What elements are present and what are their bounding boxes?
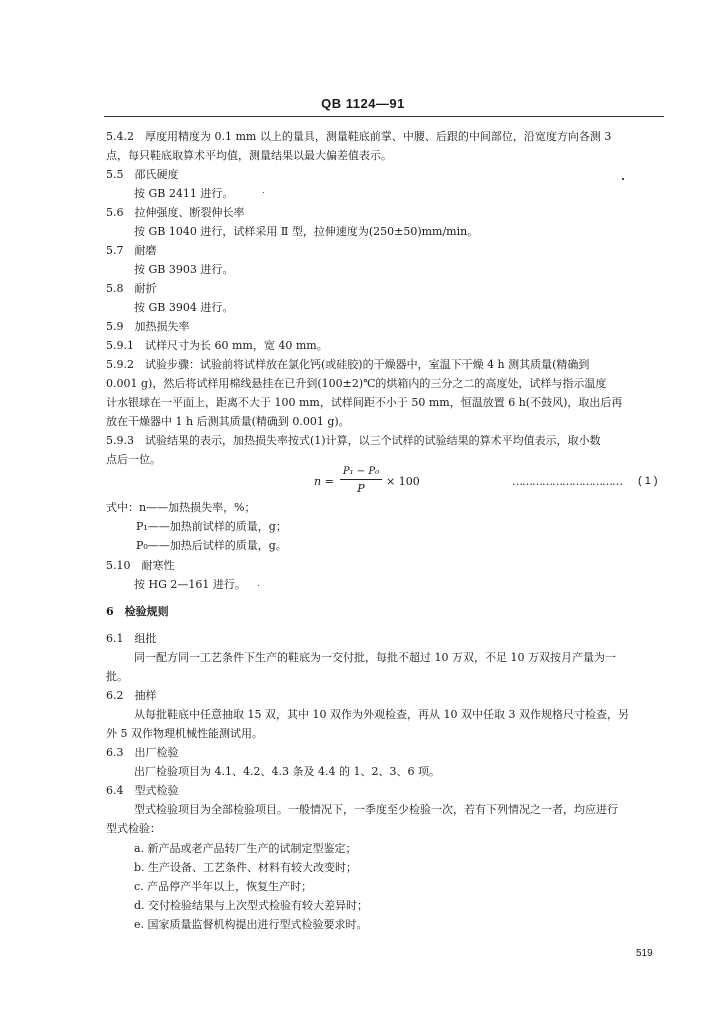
heading-5-10: 5.10 耐寒性 bbox=[106, 559, 175, 572]
formula-denominator: P bbox=[357, 482, 365, 495]
scan-speck bbox=[258, 585, 259, 586]
clause-6-3-body: 出厂检验项目为 4.1、4.2、4.3 条及 4.4 的 1、2、3、6 项。 bbox=[134, 765, 440, 778]
clause-6-4-line1: 型式检验项目为全部检验项目。一般情况下，一季度至少检验一次，若有下列情况之一者，均应进行 bbox=[134, 803, 618, 816]
clause-5-10-body: 按 HG 2—161 进行。 bbox=[134, 578, 246, 591]
clause-5-9-2-line2: 0.001 g)，然后将试样用棉线悬挂在已升到(100±2)℃的烘箱内的三分之二的高度处，试样与指示温度 bbox=[106, 377, 607, 390]
clause-5-9-3-line2: 点后一位。 bbox=[106, 453, 161, 466]
clause-5-9-1: 5.9.1 试样尺寸为长 60 mm，宽 40 mm。 bbox=[106, 339, 328, 352]
scan-speck bbox=[263, 192, 264, 193]
scan-speck bbox=[622, 178, 624, 180]
clause-5-9-2-line3: 计水银球在一平面上，距离不大于 100 mm，试样间距不小于 50 mm，恒温放置 6 h(不鼓风)，取出后再 bbox=[106, 396, 623, 409]
clause-5-7-body: 按 GB 3903 进行。 bbox=[134, 263, 234, 276]
formula-tag: ( 1 ) bbox=[638, 475, 658, 487]
heading-6-3: 6.3 出厂检验 bbox=[106, 746, 179, 759]
heading-section-6: 6 检验规则 bbox=[106, 605, 169, 618]
clause-5-4-2-line2: 点，每只鞋底取算术平均值，测量结果以最大偏差值表示。 bbox=[106, 149, 392, 162]
list-item-c: c. 产品停产半年以上，恢复生产时； bbox=[134, 880, 313, 893]
formula-lhs: n = bbox=[314, 475, 334, 488]
page-header: QB 1124—91 bbox=[321, 96, 405, 111]
list-item-a: a. 新产品或老产品转厂生产的试制定型鉴定； bbox=[134, 842, 357, 855]
heading-5-6: 5.6 拉伸强度、断裂伸长率 bbox=[106, 206, 245, 219]
formula-numerator: P₁ − P₀ bbox=[342, 466, 380, 477]
clause-5-9-2-line4: 放在干燥器中 1 h 后测其质量(精确到 0.001 g)。 bbox=[106, 415, 350, 428]
where-p0: P₀——加热后试样的质量，g。 bbox=[136, 539, 287, 552]
clause-5-4-2-line1: 5.4.2 厚度用精度为 0.1 mm 以上的量具，测量鞋底前掌、中腰、后跟的中间部位，沿宽度方向各测 3 bbox=[106, 130, 612, 143]
heading-5-8: 5.8 耐折 bbox=[106, 282, 157, 295]
clause-5-5-body: 按 GB 2411 进行。 bbox=[134, 187, 234, 200]
heading-6-2: 6.2 抽样 bbox=[106, 689, 157, 702]
formula-leader: …………………………… bbox=[512, 475, 622, 488]
formula-fraction-bar bbox=[340, 479, 382, 480]
clause-5-8-body: 按 GB 3904 进行。 bbox=[134, 301, 234, 314]
page-number: 519 bbox=[636, 948, 653, 959]
heading-5-7: 5.7 耐磨 bbox=[106, 244, 157, 257]
heading-5-9: 5.9 加热损失率 bbox=[106, 320, 190, 333]
header-rule bbox=[104, 116, 664, 117]
heading-6-4: 6.4 型式检验 bbox=[106, 784, 179, 797]
list-item-e: e. 国家质量监督机构提出进行型式检验要求时。 bbox=[134, 918, 368, 931]
list-item-d: d. 交付检验结果与上次型式检验有较大差异时； bbox=[134, 899, 369, 912]
clause-6-1-line2: 批。 bbox=[106, 670, 128, 683]
clause-6-2-line1: 从每批鞋底中任意抽取 15 双，其中 10 双作为外观检查，再从 10 双中任取 3 双作规格尺寸检查，另 bbox=[134, 708, 629, 721]
clause-6-4-line2: 型式检验： bbox=[106, 822, 161, 835]
clause-5-9-3-line1: 5.9.3 试验结果的表示，加热损失率按式(1)计算，以三个试样的试验结果的算术平均值表示，取小数 bbox=[106, 434, 601, 447]
heading-6-1: 6.1 组批 bbox=[106, 632, 157, 645]
clause-6-2-line2: 外 5 双作物理机械性能测试用。 bbox=[106, 727, 263, 740]
list-item-b: b. 生产设备、工艺条件、材料有较大改变时； bbox=[134, 861, 358, 874]
formula-rhs: × 100 bbox=[386, 475, 420, 488]
heading-5-5: 5.5 邵氏硬度 bbox=[106, 168, 179, 181]
clause-5-6-body: 按 GB 1040 进行，试样采用 Ⅱ 型，拉伸速度为(250±50)mm/min。 bbox=[134, 225, 479, 238]
clause-6-1-line1: 同一配方同一工艺条件下生产的鞋底为一交付批，每批不超过 10 万双，不足 10 万双按月产量为一 bbox=[134, 651, 616, 664]
clause-5-9-2-line1: 5.9.2 试验步骤：试验前将试样放在氯化钙(或硅胶)的干燥器中，室温下干燥 4 h 测其质量(精确到 bbox=[106, 358, 590, 371]
where-n: 式中：n——加热损失率，%； bbox=[106, 501, 256, 514]
where-p1: P₁——加热前试样的质量，g； bbox=[136, 520, 287, 533]
